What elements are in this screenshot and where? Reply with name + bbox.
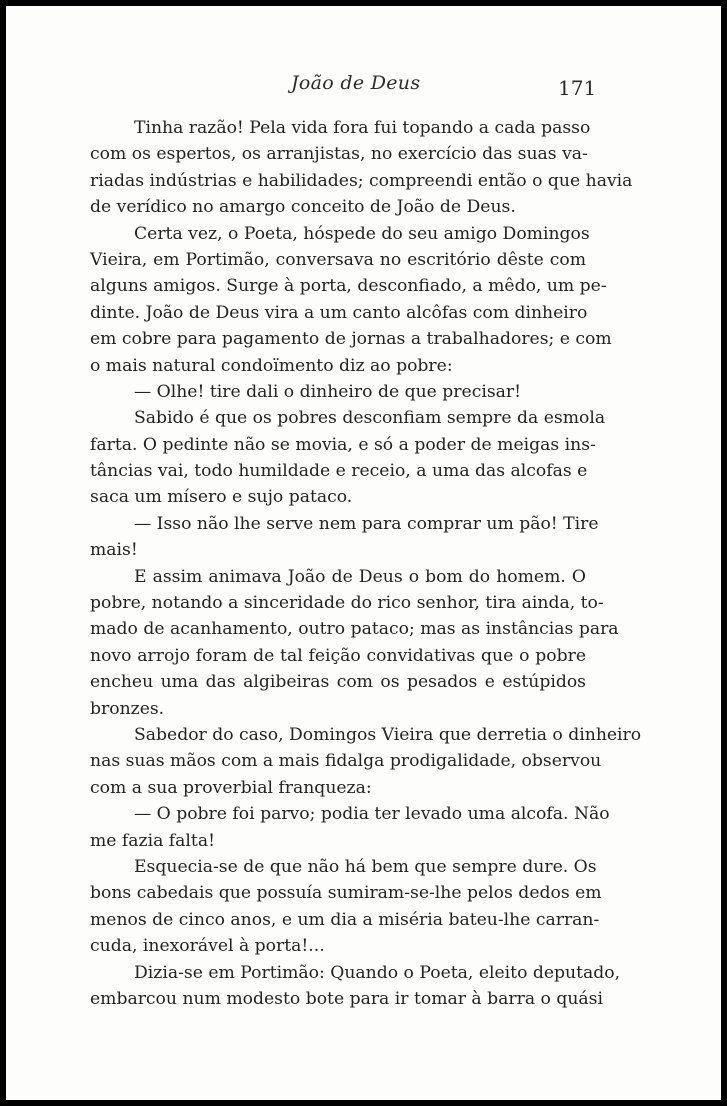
text-line: Esquecia-se de que não há bem que sempre dure. Os <box>134 856 597 877</box>
book-page <box>6 6 721 1100</box>
body-text <box>90 115 642 1012</box>
text-line: Vieira, em Portimão, conversava no escritório dêste com <box>90 249 586 270</box>
text-line: E assim animava João de Deus o bom do homem. O <box>134 566 586 587</box>
text-line: alguns amigos. Surge à porta, desconfiado, a mêdo, um pe- <box>90 276 607 297</box>
text-line: me fazia falta! <box>90 830 215 851</box>
text-line: bons cabedais que possuía sumiram-se-lhe pelos dedos em <box>90 883 602 904</box>
text-line: em cobre para pagamento de jornas a trabalhadores; e com <box>90 329 612 350</box>
text-line: nas suas mãos com a mais fidalga prodigalidade, observou <box>90 751 602 772</box>
text-line: menos de cinco anos, e um dia a miséria bateu-lhe carran- <box>90 909 600 930</box>
text-line: pobre, notando a sinceridade do rico senhor, tira ainda, to- <box>90 593 604 614</box>
text-line: Certa vez, o Poeta, hóspede do seu amigo Domingos <box>134 223 590 244</box>
text-line: novo arrojo foram de tal feição convidativas que o pobre <box>90 645 586 666</box>
text-line: mado de acanhamento, outro pataco; mas as instâncias para <box>90 619 619 640</box>
text-line: — Olhe! tire dali o dinheiro de que precisar! <box>134 381 522 402</box>
text-line: farta. O pedinte não se movia, e só a poder de meigas ins- <box>90 434 596 455</box>
text-line: Sabido é que os pobres desconfiam sempre da esmola <box>134 408 606 429</box>
text-line: tâncias vai, todo humildade e receio, a uma das alcofas e <box>90 461 588 482</box>
page-header <box>6 68 721 102</box>
text-line: Sabedor do caso, Domingos Vieira que derretia o dinheiro <box>134 724 642 745</box>
text-line: riadas indústrias e habilidades; compreendi então o que havia <box>90 170 633 191</box>
text-line: dinte. João de Deus vira a um canto alcôfas com dinheiro <box>90 302 588 323</box>
text-line: com os espertos, os arranjistas, no exercício das suas va- <box>90 144 588 165</box>
text-line: cuda, inexorável à porta!... <box>90 936 325 957</box>
text-line: — O pobre foi parvo; podia ter levado uma alcofa. Não <box>134 804 610 825</box>
text-line: com a sua proverbial franqueza: <box>90 777 372 798</box>
text-line: o mais natural condoïmento diz ao pobre: <box>90 355 453 376</box>
text-line: mais! <box>90 540 138 561</box>
text-line: embarcou num modesto bote para ir tomar à barra o quási <box>90 988 603 1009</box>
text-line: de verídico no amargo conceito de João de Deus. <box>90 197 516 218</box>
text-line: Tinha razão! Pela vida fora fui topando a cada passo <box>134 118 591 138</box>
text-line: — Isso não lhe serve nem para comprar um pão! Tire <box>134 513 599 534</box>
text-line: saca um mísero e sujo pataco. <box>90 487 353 508</box>
text-line: encheu uma das algibeiras com os pesados e estúpidos <box>90 672 586 693</box>
running-title: João de Deus <box>291 72 421 94</box>
text-line: bronzes. <box>90 698 165 719</box>
page-number: 171 <box>558 76 597 100</box>
text-line: Dizia-se em Portimão: Quando o Poeta, eleito deputado, <box>134 962 621 983</box>
